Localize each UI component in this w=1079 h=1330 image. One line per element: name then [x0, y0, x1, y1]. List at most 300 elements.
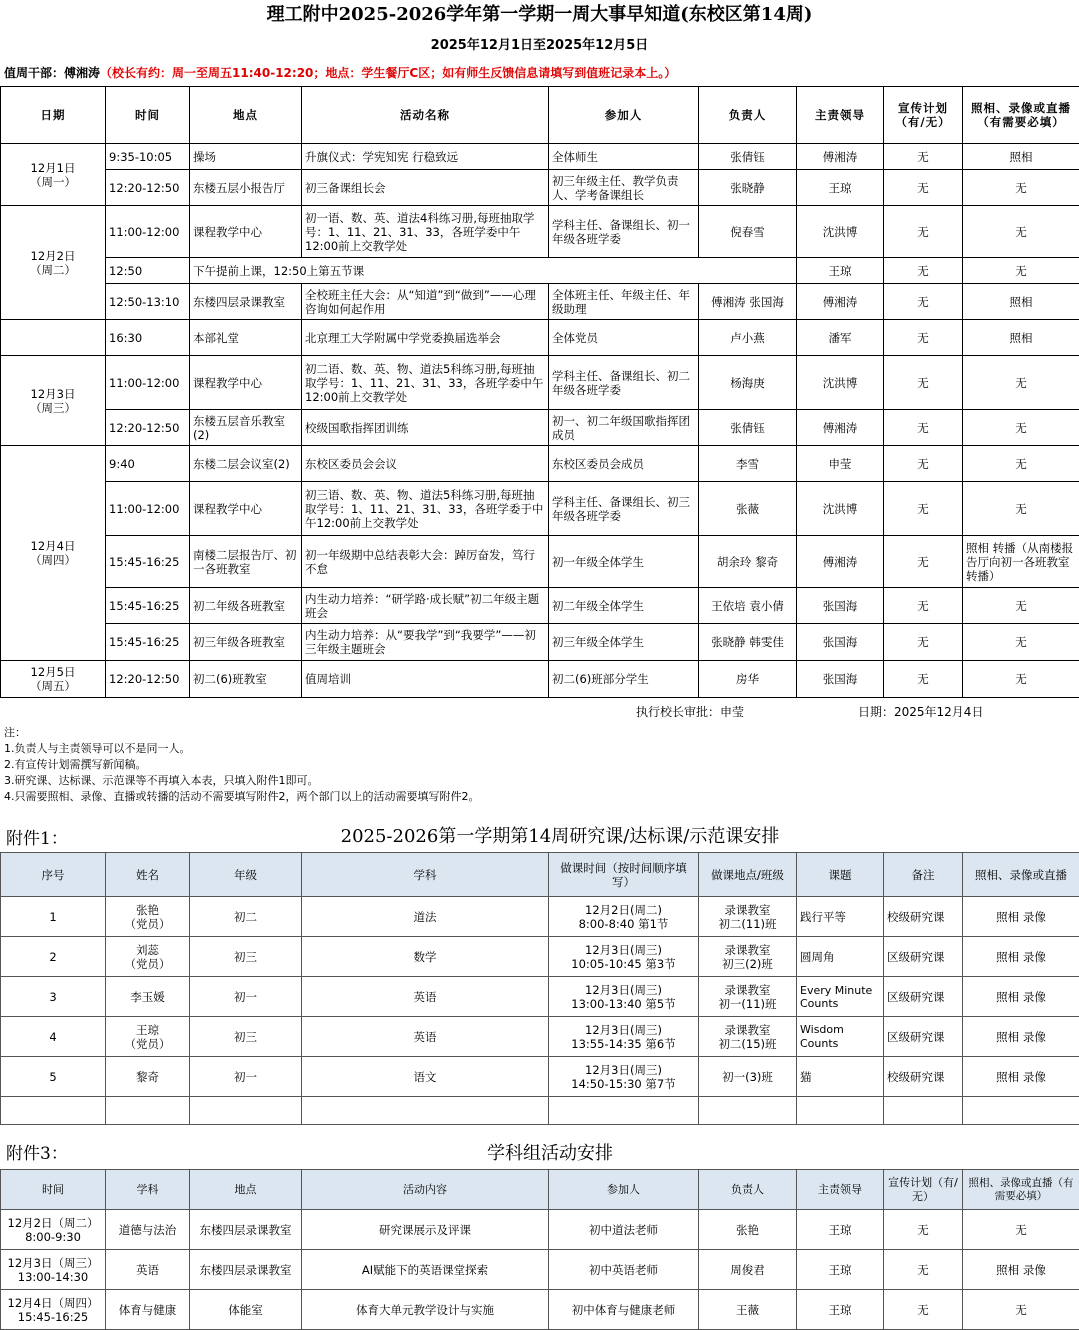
- owner-cell: 杨海庚: [699, 356, 797, 410]
- time-cell: 12:50: [106, 258, 190, 284]
- attachment3-title: 学科组活动安排: [400, 1139, 700, 1165]
- att3-header-leader: 主责领导: [797, 1170, 884, 1210]
- att3-header-time: 时间: [1, 1170, 106, 1210]
- att3-subject: 英语: [106, 1250, 190, 1290]
- publicity-cell: 无: [884, 661, 963, 698]
- media-cell: 无: [963, 446, 1079, 482]
- att1-name: [106, 937, 190, 977]
- table-header-row: [1, 87, 1079, 144]
- leader-cell: 张国海: [797, 661, 884, 698]
- participants-cell: 初二(6)班部分学生: [549, 661, 699, 698]
- att3-period: 13:00-14:30: [4, 1270, 102, 1284]
- media-cell: 无: [963, 170, 1079, 206]
- activity-cell: 内生动力培养：“研学路·成长赋”初二年级主题班会: [302, 588, 549, 624]
- att1-topic: Every Minute Counts: [797, 977, 884, 1017]
- att1-date: 12月3日(周三): [552, 1023, 695, 1037]
- att1-grade: 初一: [190, 977, 302, 1017]
- publicity-cell: 无: [884, 320, 963, 356]
- day-date: 12月4日: [4, 539, 102, 553]
- att1-grade: 初一: [190, 1057, 302, 1097]
- table-row: [1, 320, 1079, 356]
- att3-header-publicity: 宣传计划（有/无）: [884, 1170, 963, 1210]
- time-cell: 12:20-12:50: [106, 170, 190, 206]
- duty-note: （校长有约：周一至周五11:40-12:20；地点：学生餐厅C区；如有师生反馈信息请填写到值班记录本上。）: [100, 66, 676, 80]
- att1-media: 照相 录像: [963, 937, 1079, 977]
- media-cell: 照相: [963, 320, 1079, 356]
- activity-cell: 值周培训: [302, 661, 549, 698]
- att1-header-subject: 学科: [302, 853, 549, 897]
- att3-subject: 道德与法治: [106, 1210, 190, 1250]
- att1-party: （党员）: [109, 917, 186, 931]
- table-row: [1, 588, 1079, 624]
- att3-place: 东楼四层录课教室: [190, 1210, 302, 1250]
- leader-cell: 傅湘涛: [797, 144, 884, 170]
- header-activity: 活动名称: [302, 87, 549, 144]
- att1-place: [699, 937, 797, 977]
- att1-period: 13:00-13:40 第5节: [552, 997, 695, 1011]
- time-cell: 15:45-16:25: [106, 588, 190, 624]
- att1-no: 5: [1, 1057, 106, 1097]
- day-weekday: （周二）: [4, 263, 102, 277]
- place-cell: 初三年级各班教室: [190, 624, 302, 661]
- att1-name: [106, 897, 190, 937]
- att3-media: 无: [963, 1290, 1079, 1330]
- time-cell: 11:00-12:00: [106, 206, 190, 258]
- attachment1-table: [0, 852, 1079, 1125]
- att1-room: 录课教室: [702, 943, 793, 957]
- att1-media: 照相 录像: [963, 1017, 1079, 1057]
- att3-header-subject: 学科: [106, 1170, 190, 1210]
- att3-period: 15:45-16:25: [4, 1310, 102, 1324]
- att1-grade: 初三: [190, 1017, 302, 1057]
- date-range: 2025年12月1日至2025年12月5日: [0, 36, 1079, 56]
- att1-place: [699, 977, 797, 1017]
- header-participants: 参加人: [549, 87, 699, 144]
- publicity-cell: 无: [884, 588, 963, 624]
- place-cell: 初二年级各班教室: [190, 588, 302, 624]
- leader-cell: 沈洪博: [797, 206, 884, 258]
- owner-cell: 傅湘涛 张国海: [699, 284, 797, 320]
- att3-publicity: 无: [884, 1250, 963, 1290]
- activity-cell: 北京理工大学附属中学党委换届选举会: [302, 320, 549, 356]
- att1-place: [699, 1017, 797, 1057]
- att1-remark: 区级研究课: [884, 1017, 963, 1057]
- att1-no: 3: [1, 977, 106, 1017]
- att1-class: 初二(11)班: [702, 917, 793, 931]
- att1-party: （党员）: [109, 1037, 186, 1051]
- participants-cell: 全体师生: [549, 144, 699, 170]
- place-cell: 南楼二层报告厅、初一各班教室: [190, 536, 302, 588]
- att1-subject: 语文: [302, 1057, 549, 1097]
- activity-cell: 东校区委员会会议: [302, 446, 549, 482]
- table-row: [1, 624, 1079, 661]
- att1-place: [699, 897, 797, 937]
- publicity-cell: 无: [884, 258, 963, 284]
- att3-subject: 体育与健康: [106, 1290, 190, 1330]
- att1-name-text: 刘蕊: [109, 943, 186, 957]
- att1-remark: 区级研究课: [884, 937, 963, 977]
- att3-publicity: 无: [884, 1290, 963, 1330]
- att3-participants: 初中道法老师: [549, 1210, 699, 1250]
- media-cell: 无: [963, 410, 1079, 446]
- leader-cell: 傅湘涛: [797, 284, 884, 320]
- media-cell: 无: [963, 661, 1079, 698]
- att1-subject: 英语: [302, 1017, 549, 1057]
- leader-cell: 沈洪博: [797, 482, 884, 536]
- day-weekday: （周四）: [4, 553, 102, 567]
- activity-cell: 初一语、数、英、道法4科练习册,每班抽取学号：1、11、21、31、33，各班学委中午12:00前上交教学处: [302, 206, 549, 258]
- header-place: 地点: [190, 87, 302, 144]
- activity-cell: 初二语、数、英、物、道法5科练习册,每班抽取学号：1、11、21、31、33，各班学委中午12:00前上交教学处: [302, 356, 549, 410]
- att1-name: [106, 1017, 190, 1057]
- publicity-cell: 无: [884, 536, 963, 588]
- att3-time: [1, 1210, 106, 1250]
- header-leader: 主责领导: [797, 87, 884, 144]
- owner-cell: 张薇: [699, 482, 797, 536]
- place-cell: 课程教学中心: [190, 206, 302, 258]
- table-row: [1, 1250, 1079, 1290]
- att1-subject: 数学: [302, 937, 549, 977]
- att1-class: 初二(15)班: [702, 1037, 793, 1051]
- time-cell: 12:20-12:50: [106, 661, 190, 698]
- att3-header-place: 地点: [190, 1170, 302, 1210]
- att3-owner: 周俊君: [699, 1250, 797, 1290]
- day-weekday: （周五）: [4, 679, 102, 693]
- table-row: [1, 356, 1079, 410]
- att1-name-text: 张艳: [109, 903, 186, 917]
- media-cell: 照相 转播（从南楼报告厅向初一各班教室转播）: [963, 536, 1079, 588]
- day-cell: [1, 661, 106, 698]
- att1-media: 照相 录像: [963, 897, 1079, 937]
- table-row: [1, 897, 1079, 937]
- publicity-cell: 无: [884, 284, 963, 320]
- owner-cell: 张倩钰: [699, 144, 797, 170]
- day-weekday: （周三）: [4, 401, 102, 415]
- att3-participants: 初中英语老师: [549, 1250, 699, 1290]
- publicity-cell: 无: [884, 170, 963, 206]
- att3-place: 东楼四层录课教室: [190, 1250, 302, 1290]
- leader-cell: 张国海: [797, 588, 884, 624]
- time-cell: 9:40: [106, 446, 190, 482]
- place-cell: 课程教学中心: [190, 482, 302, 536]
- att1-header-name: 姓名: [106, 853, 190, 897]
- participants-cell: 初一、初二年级国歌指挥团成员: [549, 410, 699, 446]
- att1-date: 12月3日(周三): [552, 943, 695, 957]
- att1-remark: 区级研究课: [884, 977, 963, 1017]
- activity-cell: 全校班主任大会：从“知道”到“做到”——心理咨询如何起作用: [302, 284, 549, 320]
- att3-header-participants: 参加人: [549, 1170, 699, 1210]
- activity-cell: 初一年级期中总结表彰大会：踔厉奋发，笃行不怠: [302, 536, 549, 588]
- att3-owner: 王薇: [699, 1290, 797, 1330]
- table-row: [1, 1290, 1079, 1330]
- owner-cell: 张晓静 韩雯佳: [699, 624, 797, 661]
- att1-topic: 猫: [797, 1057, 884, 1097]
- att1-remark: 校级研究课: [884, 897, 963, 937]
- owner-cell: 张倩钰: [699, 410, 797, 446]
- note-line: 1.负责人与主责领导可以不是同一人。: [4, 741, 1004, 757]
- time-cell: 11:00-12:00: [106, 356, 190, 410]
- duty-line: [4, 64, 1074, 82]
- att1-party: （党员）: [109, 957, 186, 971]
- table-row: [1, 446, 1079, 482]
- note-line: 注：: [4, 725, 1004, 741]
- table-row: [1, 937, 1079, 977]
- header-media: 照相、录像或直播（有需要必填）: [963, 87, 1079, 144]
- place-cell: 东楼二层会议室(2): [190, 446, 302, 482]
- att1-header-no: 序号: [1, 853, 106, 897]
- att3-time: [1, 1290, 106, 1330]
- participants-cell: 初三年级全体学生: [549, 624, 699, 661]
- header-date: 日期: [1, 87, 106, 144]
- time-cell: 9:35-10:05: [106, 144, 190, 170]
- day-date: 12月5日: [4, 665, 102, 679]
- day-date: 12月1日: [4, 161, 102, 175]
- day-cell: [1, 144, 106, 206]
- time-cell: 15:45-16:25: [106, 624, 190, 661]
- att3-media: 无: [963, 1210, 1079, 1250]
- page-title: 理工附中2025-2026学年第一学期一周大事早知道(东校区第14周): [0, 2, 1079, 28]
- att3-header-content: 活动内容: [302, 1170, 549, 1210]
- att1-time: [549, 897, 699, 937]
- att1-place: [699, 1057, 797, 1097]
- att3-date: 12月3日（周三）: [4, 1256, 102, 1270]
- attachment3-label: 附件3：: [6, 1139, 68, 1164]
- att1-no: 2: [1, 937, 106, 977]
- weekly-schedule-table: [0, 86, 1079, 698]
- media-cell: 无: [963, 356, 1079, 410]
- publicity-cell: 无: [884, 410, 963, 446]
- media-cell: 无: [963, 206, 1079, 258]
- place-cell: 东楼五层小报告厅: [190, 170, 302, 206]
- media-cell: 照相: [963, 284, 1079, 320]
- table-row: [1, 1210, 1079, 1250]
- owner-cell: 胡余玲 黎奇: [699, 536, 797, 588]
- att1-date: 12月3日(周三): [552, 1063, 695, 1077]
- table-row: [1, 258, 1079, 284]
- att1-header-place: 做课地点/班级: [699, 853, 797, 897]
- attachment1-label: 附件1：: [6, 824, 68, 849]
- table-row: [1, 1057, 1079, 1097]
- owner-cell: 房华: [699, 661, 797, 698]
- place-cell: 操场: [190, 144, 302, 170]
- table-row: [1, 284, 1079, 320]
- att1-room: 初一(3)班: [702, 1070, 793, 1084]
- participants-cell: 学科主任、备课组长、初一年级各班学委: [549, 206, 699, 258]
- att1-time: [549, 1017, 699, 1057]
- table-row: [1, 977, 1079, 1017]
- header-publicity: 宣传计划（有/无）: [884, 87, 963, 144]
- leader-cell: 王琼: [797, 258, 884, 284]
- att3-content: AI赋能下的英语课堂探索: [302, 1250, 549, 1290]
- att1-name: [106, 977, 190, 1017]
- day-weekday: （周一）: [4, 175, 102, 189]
- att3-date: 12月4日（周四）: [4, 1296, 102, 1310]
- day-date: 12月2日: [4, 249, 102, 263]
- attachment3-table: [0, 1169, 1079, 1330]
- att1-topic: 圆周角: [797, 937, 884, 977]
- leader-cell: 傅湘涛: [797, 536, 884, 588]
- place-cell: 初二(6)班教室: [190, 661, 302, 698]
- att3-leader: 王琼: [797, 1290, 884, 1330]
- duty-label: 值周干部：傅湘涛: [4, 66, 100, 80]
- att1-header-topic: 课题: [797, 853, 884, 897]
- att1-subject: 道法: [302, 897, 549, 937]
- owner-cell: 王依培 袁小倩: [699, 588, 797, 624]
- media-cell: 无: [963, 624, 1079, 661]
- att1-topic: Wisdom Counts: [797, 1017, 884, 1057]
- owner-cell: 卢小燕: [699, 320, 797, 356]
- att1-grade: 初二: [190, 897, 302, 937]
- att3-participants: 初中体育与健康老师: [549, 1290, 699, 1330]
- att1-room: 录课教室: [702, 1023, 793, 1037]
- att3-leader: 王琼: [797, 1210, 884, 1250]
- participants-cell: 初三年级主任、教学负责人、学考备课组长: [549, 170, 699, 206]
- time-cell: 15:45-16:25: [106, 536, 190, 588]
- owner-cell: 张晓静: [699, 170, 797, 206]
- place-cell: 东楼四层录课教室: [190, 284, 302, 320]
- att1-date: 12月2日(周二): [552, 903, 695, 917]
- approval-date: 日期：2025年12月4日: [858, 703, 983, 720]
- att1-date: 12月3日(周三): [552, 983, 695, 997]
- owner-cell: 李雪: [699, 446, 797, 482]
- place-cell: 本部礼堂: [190, 320, 302, 356]
- publicity-cell: 无: [884, 144, 963, 170]
- participants-cell: 初二年级全体学生: [549, 588, 699, 624]
- activity-cell: 初三备课组长会: [302, 170, 549, 206]
- att1-grade: 初三: [190, 937, 302, 977]
- day-cell: [1, 356, 106, 446]
- note-line: 4.只需要照相、录像、直播或转播的活动不需要填写附件2，两个部门以上的活动需要填写附件2。: [4, 789, 1004, 805]
- media-cell: 照相: [963, 144, 1079, 170]
- publicity-cell: 无: [884, 356, 963, 410]
- att1-media: 照相 录像: [963, 1057, 1079, 1097]
- activity-cell: 内生动力培养：从“要我学”到“我要学”——初三年级主题班会: [302, 624, 549, 661]
- time-cell: 16:30: [106, 320, 190, 356]
- att3-period: 8:00-9:30: [4, 1230, 102, 1244]
- note-line: 2.有宣传计划需撰写新闻稿。: [4, 757, 1004, 773]
- header-owner: 负责人: [699, 87, 797, 144]
- att1-time: [549, 977, 699, 1017]
- att3-owner: 张艳: [699, 1210, 797, 1250]
- day-cell: [1, 206, 106, 320]
- empty-day-cell: [1, 320, 106, 356]
- publicity-cell: 无: [884, 624, 963, 661]
- leader-cell: 潘军: [797, 320, 884, 356]
- participants-cell: 全体班主任、年级主任、年级助理: [549, 284, 699, 320]
- table-row: [1, 170, 1079, 206]
- publicity-cell: 无: [884, 206, 963, 258]
- att3-header-media: 照相、录像或直播（有需要必填）: [963, 1170, 1079, 1210]
- activity-cell: 初三语、数、英、物、道法5科练习册,每班抽取学号：1、11、21、31、33，各班学委于中午12:00前上交教学处: [302, 482, 549, 536]
- time-cell: 12:20-12:50: [106, 410, 190, 446]
- attachment1-header-row: [1, 853, 1079, 897]
- att1-header-grade: 年级: [190, 853, 302, 897]
- att1-name: [106, 1057, 190, 1097]
- approval: 执行校长审批：申莹: [636, 703, 744, 720]
- time-cell: 11:00-12:00: [106, 482, 190, 536]
- att1-period: 14:50-15:30 第7节: [552, 1077, 695, 1091]
- att3-header-owner: 负责人: [699, 1170, 797, 1210]
- media-cell: 无: [963, 258, 1079, 284]
- leader-cell: 张国海: [797, 624, 884, 661]
- table-row: [1, 206, 1079, 258]
- attachment3-header-row: [1, 1170, 1079, 1210]
- leader-cell: 王琼: [797, 170, 884, 206]
- participants-cell: 学科主任、备课组长、初二年级各班学委: [549, 356, 699, 410]
- att1-no: 1: [1, 897, 106, 937]
- att1-topic: 践行平等: [797, 897, 884, 937]
- att1-period: 13:55-14:35 第6节: [552, 1037, 695, 1051]
- activity-cell: 升旗仪式：学宪知宪 行稳致远: [302, 144, 549, 170]
- att1-header-time: 做课时间（按时间顺序填写）: [549, 853, 699, 897]
- merged-activity-cell: 下午提前上课，12:50上第五节课: [190, 258, 797, 284]
- att3-content: 体育大单元教学设计与实施: [302, 1290, 549, 1330]
- att1-name-text: 王琼: [109, 1023, 186, 1037]
- leader-cell: 申莹: [797, 446, 884, 482]
- participants-cell: 学科主任、备课组长、初三年级各班学委: [549, 482, 699, 536]
- att1-period: 10:05-10:45 第3节: [552, 957, 695, 971]
- att3-leader: 王琼: [797, 1250, 884, 1290]
- table-row: [1, 144, 1079, 170]
- attachment1-title: 2025-2026第一学期第14周研究课/达标课/示范课安排: [300, 822, 820, 848]
- att3-content: 研究课展示及评课: [302, 1210, 549, 1250]
- media-cell: 无: [963, 588, 1079, 624]
- participants-cell: 全体党员: [549, 320, 699, 356]
- publicity-cell: 无: [884, 446, 963, 482]
- att3-date: 12月2日（周二）: [4, 1216, 102, 1230]
- place-cell: 东楼五层音乐教室(2): [190, 410, 302, 446]
- att1-media: 照相 录像: [963, 977, 1079, 1017]
- table-row: [1, 482, 1079, 536]
- media-cell: 无: [963, 482, 1079, 536]
- note-line: 3.研究课、达标课、示范课等不再填入本表，只填入附件1即可。: [4, 773, 1004, 789]
- att1-header-media: 照相、录像或直播: [963, 853, 1079, 897]
- publicity-cell: 无: [884, 482, 963, 536]
- att1-class: 初一(11)班: [702, 997, 793, 1011]
- att1-remark: 校级研究课: [884, 1057, 963, 1097]
- table-row: [1, 661, 1079, 698]
- owner-cell: 倪春雪: [699, 206, 797, 258]
- time-cell: 12:50-13:10: [106, 284, 190, 320]
- participants-cell: 初一年级全体学生: [549, 536, 699, 588]
- notes: [4, 725, 1004, 805]
- leader-cell: 沈洪博: [797, 356, 884, 410]
- table-row: [1, 1017, 1079, 1057]
- att1-period: 8:00-8:40 第1节: [552, 917, 695, 931]
- day-cell: [1, 446, 106, 661]
- att1-class: 初三(2)班: [702, 957, 793, 971]
- att1-no: 4: [1, 1017, 106, 1057]
- att1-room: 录课教室: [702, 903, 793, 917]
- table-row: [1, 536, 1079, 588]
- table-row: [1, 410, 1079, 446]
- att1-room: 录课教室: [702, 983, 793, 997]
- att1-time: [549, 1057, 699, 1097]
- activity-cell: 校级国歌指挥团训练: [302, 410, 549, 446]
- header-time: 时间: [106, 87, 190, 144]
- att3-media: 照相 录像: [963, 1250, 1079, 1290]
- att3-publicity: 无: [884, 1210, 963, 1250]
- att1-name-text: 李玉媛: [109, 990, 186, 1004]
- att1-subject: 英语: [302, 977, 549, 1017]
- att1-header-remark: 备注: [884, 853, 963, 897]
- leader-cell: 傅湘涛: [797, 410, 884, 446]
- att1-time: [549, 937, 699, 977]
- att3-time: [1, 1250, 106, 1290]
- table-row-empty: [1, 1097, 1079, 1125]
- participants-cell: 东校区委员会成员: [549, 446, 699, 482]
- place-cell: 课程教学中心: [190, 356, 302, 410]
